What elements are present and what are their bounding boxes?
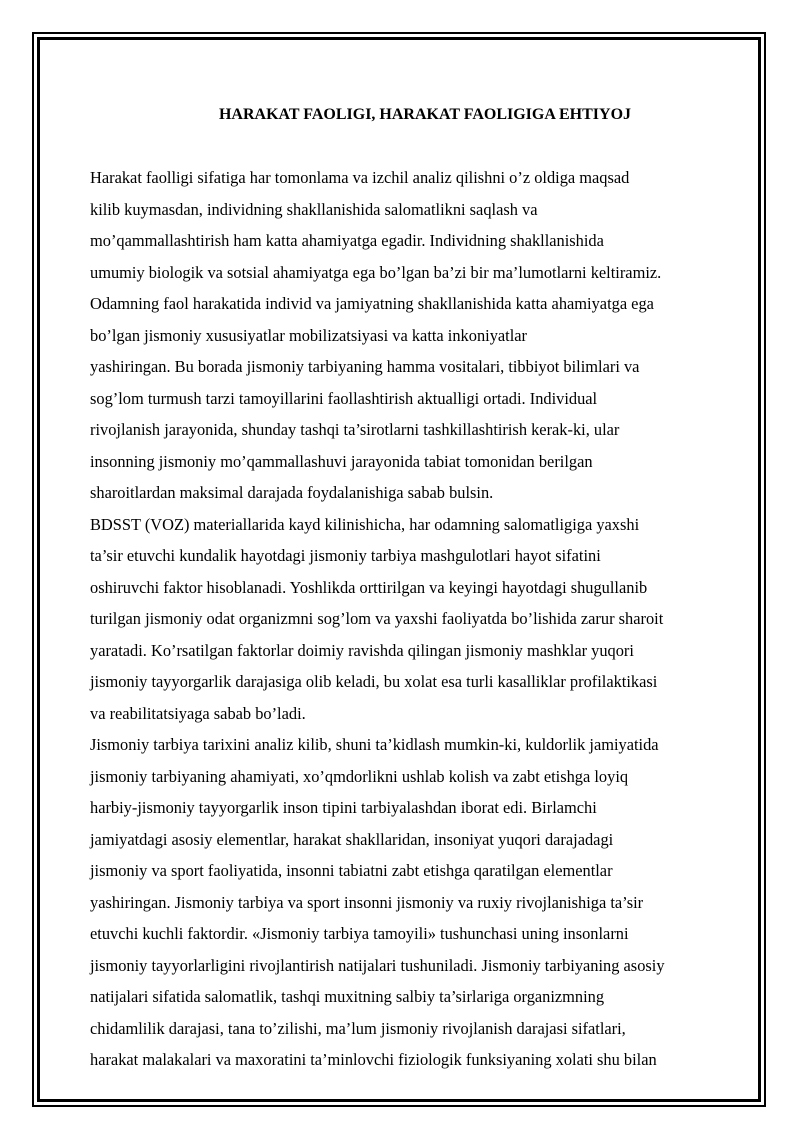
text-line: jismoniy va sport faoliyatida, insonni tabiatni zabt etishga qaratilgan elementlar xyxy=(90,861,613,880)
text-line: va reabilitatsiyaga sabab bo’ladi. xyxy=(90,703,306,723)
text-line: etuvchi kuchli faktordir. «Jismoniy tarbiya tamoyili» tushunchasi uning insonlarni xyxy=(90,924,629,943)
text-line: turilgan jismoniy odat organizmni sog’lom va yaxshi faoliyatda bo’lishida zarur sharoit xyxy=(90,609,664,628)
text-line: sog’lom turmush tarzi tamoyillarini faollashtirish aktualligi ortadi. Individual xyxy=(90,388,598,408)
text-line: harakat malakalari va maxoratini ta’minlovchi fiziologik funksiyaning xolati shu bilan xyxy=(90,1050,657,1069)
text-line: oshiruvchi faktor hisoblanadi. Yoshlikda orttirilgan va keyingi hayotdagi shugullanib xyxy=(90,577,648,597)
text-line: Jismoniy tarbiya tarixini analiz kilib, shuni ta’kidlash mumkin-ki, kuldorlik jamiyatida xyxy=(90,735,659,754)
text-line: chidamlilik darajasi, tana to’zilishi, ma’lum jismoniy rivojlanish darajasi sifatlari, xyxy=(90,1018,626,1038)
text-line: BDSST (VOZ) materiallarida kayd kilinishicha, har odamning salomatligiga yaxshi xyxy=(90,514,640,534)
text-line: mo’qammallashtirish ham katta ahamiyatga egadir. Individning shakllanishida xyxy=(90,231,604,250)
text-line: ta’sir etuvchi kundalik hayotdagi jismoniy tarbiya mashgulotlari hayot sifatini xyxy=(90,546,601,565)
text-line: umumiy biologik va sotsial ahamiyatga ega bo’lgan ba’zi bir ma’lumotlarni keltiramiz. xyxy=(90,262,662,282)
document-title: HARAKAT FAOLIGI, HARAKAT FAOLIGIGA EHTIYOJ xyxy=(218,106,632,123)
text-line: harbiy-jismoniy tayyorgarlik inson tipini tarbiyalashdan iborat edi. Birlamchi xyxy=(90,798,597,817)
text-line: jismoniy tayyorlarligini rivojlantirish natijalari tushuniladi. Jismoniy tarbiyaning asosiy xyxy=(90,955,665,975)
text-line: sharoitlardan maksimal darajada foydalanishiga sabab bulsin. xyxy=(90,483,494,502)
text-line: Odamning faol harakatida individ va jamiyatning shakllanishida katta ahamiyatga ega xyxy=(90,294,654,313)
text-line: kilib kuymasdan, individning shakllanishida salomatlikni saqlash va xyxy=(90,199,538,219)
text-line: yashiringan. Bu borada jismoniy tarbiyaning hamma vositalari, tibbiyot bilimlari va xyxy=(90,357,640,376)
text-line: rivojlanish jarayonida, shunday tashqi ta’sirotlarni tashkillashtirish kerak-ki, ular xyxy=(90,420,620,439)
text-line: jismoniy tarbiyaning ahamiyati, xo’qmdorlikni ushlab kolish va zabt etishga loyiq xyxy=(90,766,629,786)
text-line: insonning jismoniy mo’qammallashuvi jarayonida tabiat tomonidan berilgan xyxy=(90,451,593,471)
text-line: yaratadi. Ko’rsatilgan faktorlar doimiy ravishda qilingan jismoniy mashklar yuqori xyxy=(90,640,634,660)
text-line: bo’lgan jismoniy xususiyatlar mobilizatsiyasi va katta inkoniyatlar xyxy=(90,325,528,345)
text-line: Harakat faolligi sifatiga har tomonlama va izchil analiz qilishni o’z oldiga maqsad xyxy=(90,168,630,187)
text-line: natijalari sifatida salomatlik, tashqi muxitning salbiy ta’sirlariga organizmning xyxy=(90,987,605,1006)
text-line: yashiringan. Jismoniy tarbiya va sport insonni jismoniy va ruxiy rivojlanishiga ta’sir xyxy=(90,892,644,912)
text-line: jismoniy tayyorgarlik darajasiga olib keladi, bu xolat esa turli kasalliklar profilaktikasi xyxy=(90,672,658,691)
text-line: jamiyatdagi asosiy elementlar, harakat shakllaridan, insoniyat yuqori darajadagi xyxy=(90,829,614,849)
